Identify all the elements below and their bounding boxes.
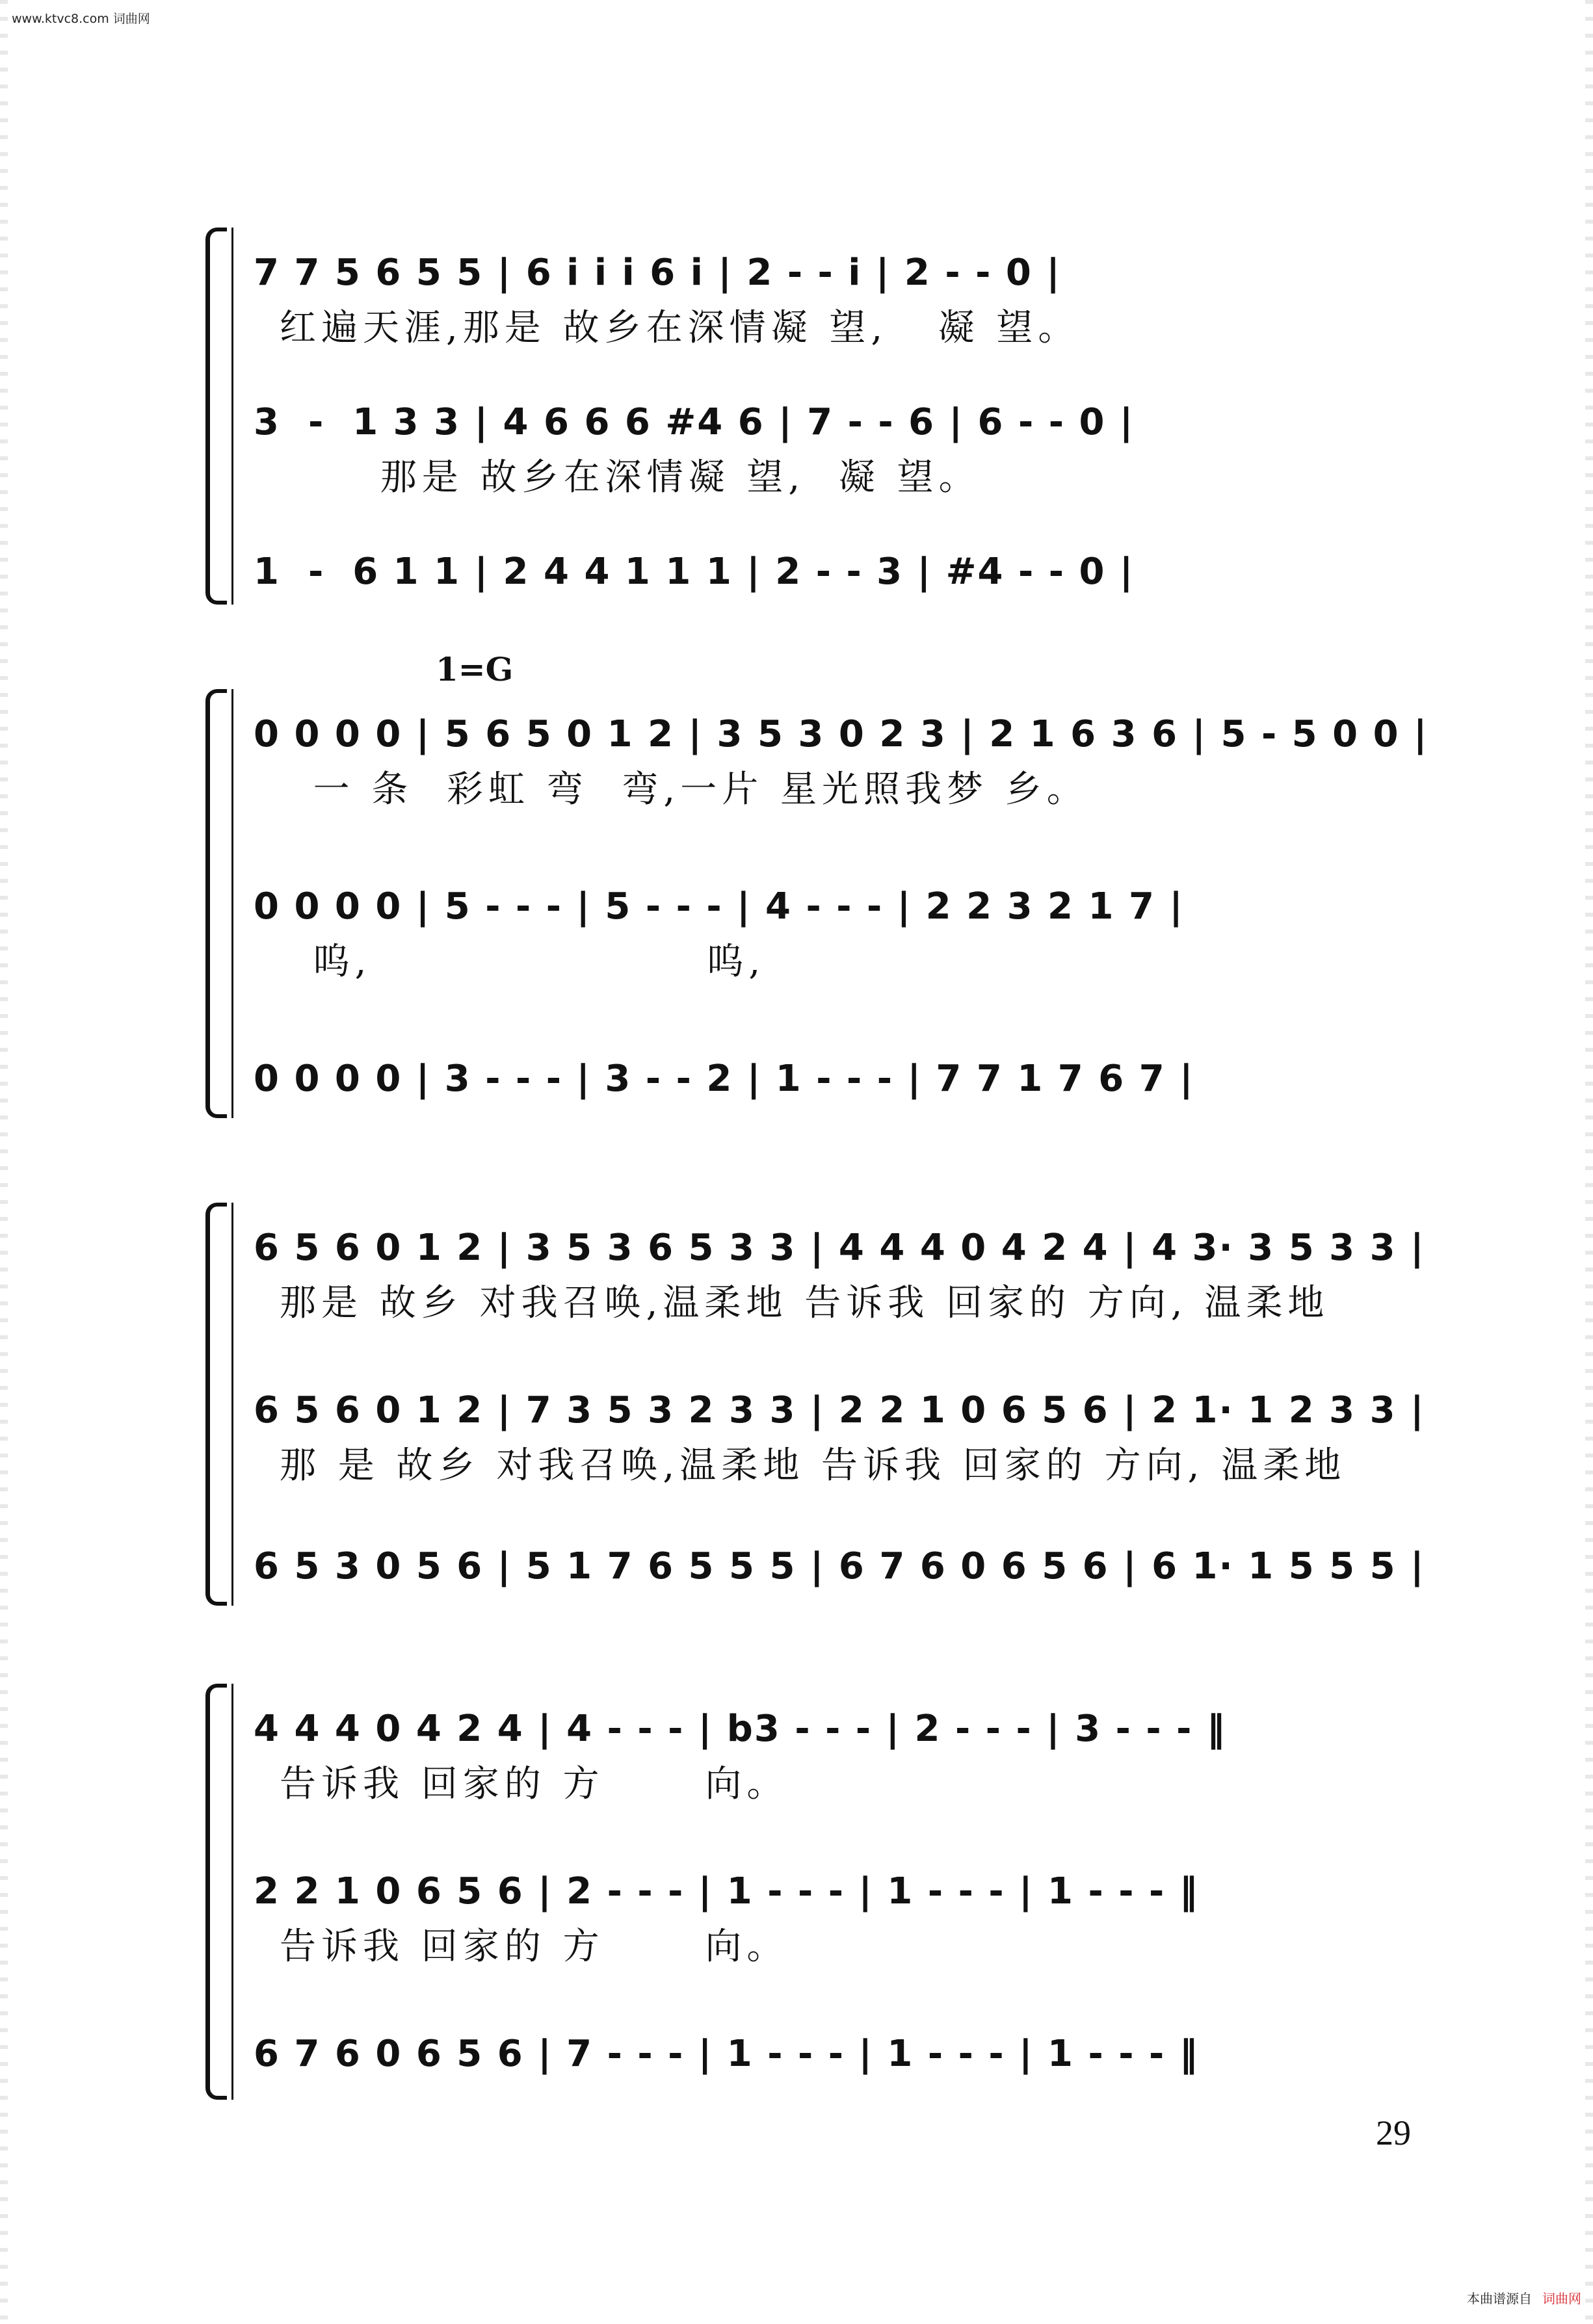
staff-row <box>254 874 1417 983</box>
notes-line: 6 5 6 0 1 2 | 3 5 3 6 5 3 3 | 4 4 4 0 4 2 4 | 4 3· 3 5 3 3 | <box>254 1227 1425 1269</box>
footer-watermark-brand: 词曲网 <box>1542 2291 1581 2306</box>
score-system-1 <box>215 228 1417 605</box>
lyrics-line: 呜, 呜, <box>280 941 766 983</box>
score-system-4 <box>215 1684 1417 2100</box>
staff-row <box>254 1697 1417 1805</box>
right-edge-decoration <box>1585 0 1593 2324</box>
staff-row <box>254 241 1417 349</box>
system-brace <box>205 1203 227 1606</box>
lyrics-line: 告诉我 回家的 方 向。 <box>280 1926 789 1968</box>
lyrics-line: 那是 故乡在深情凝 望, 凝 望。 <box>280 456 981 499</box>
page-number: 29 <box>1376 2113 1411 2152</box>
system-brace <box>205 228 227 605</box>
system-line <box>231 1203 233 1606</box>
staff-row <box>254 1047 1417 1112</box>
lyrics-line: 那是 故乡 对我召唤,温柔地 告诉我 回家的 方向, 温柔地 <box>280 1282 1330 1324</box>
notes-line: 0 0 0 0 | 3 - - - | 3 - - 2 | 1 - - - | 7 7 1 7 6 7 | <box>254 1058 1194 1100</box>
left-edge-decoration <box>0 0 8 2324</box>
header-watermark: www.ktvc8.com 词曲网 <box>12 12 150 26</box>
staff-row <box>254 390 1417 499</box>
staff-row <box>254 540 1417 605</box>
lyrics-line: 红遍天涯,那是 故乡在深情凝 望, 凝 望。 <box>280 307 1080 349</box>
notes-line: 3 - 1 3 3 | 4 6 6 6 #4 6 | 7 - - 6 | 6 - - 0 | <box>254 401 1135 443</box>
notes-line: 4 4 4 0 4 2 4 | 4 - - - | b3 - - - | 2 - - - | 3 - - - ‖ <box>254 1708 1226 1750</box>
lyrics-line: 一 条 彩虹 弯 弯,一片 星光照我梦 乡。 <box>280 768 1088 811</box>
system-line <box>231 1684 233 2100</box>
notes-line: 0 0 0 0 | 5 - - - | 5 - - - | 4 - - - | 2 2 3 2 1 7 | <box>254 885 1184 928</box>
score-system-2 <box>215 689 1428 1118</box>
notes-line: 6 7 6 0 6 5 6 | 7 - - - | 1 - - - | 1 - - - | 1 - - - ‖ <box>254 2033 1199 2075</box>
staff-row <box>254 1378 1425 1487</box>
staff-row <box>254 702 1428 811</box>
score-system-3 <box>215 1203 1425 1606</box>
key-signature: 1=G <box>436 650 514 688</box>
notes-line: 6 5 3 0 5 6 | 5 1 7 6 5 5 5 | 6 7 6 0 6 5 6 | 6 1· 1 5 5 5 | <box>254 1545 1425 1587</box>
notes-line: 0 0 0 0 | 5 6 5 0 1 2 | 3 5 3 0 2 3 | 2 1 6 3 6 | 5 - 5 0 0 | <box>254 713 1428 755</box>
notes-line: 6 5 6 0 1 2 | 7 3 5 3 2 3 3 | 2 2 1 0 6 5 6 | 2 1· 1 2 3 3 | <box>254 1389 1425 1431</box>
lyrics-line: 那 是 故乡 对我召唤,温柔地 告诉我 回家的 方向, 温柔地 <box>280 1444 1347 1487</box>
system-line <box>231 228 233 605</box>
system-line <box>231 689 233 1118</box>
notes-line: 1 - 6 1 1 | 2 4 4 1 1 1 | 2 - - 3 | #4 - - 0 | <box>254 551 1135 593</box>
footer-watermark-text: 本曲谱源自 <box>1467 2291 1532 2306</box>
system-brace <box>205 1684 227 2100</box>
notes-line: 2 2 1 0 6 5 6 | 2 - - - | 1 - - - | 1 - - - | 1 - - - ‖ <box>254 1870 1199 1913</box>
notes-line: 7 7 5 6 5 5 | 6 i i i 6 i | 2 - - i | 2 - - 0 | <box>254 252 1061 294</box>
staff-row <box>254 1216 1425 1324</box>
footer-watermark <box>1467 2288 1581 2307</box>
lyrics-line: 告诉我 回家的 方 向。 <box>280 1763 789 1805</box>
system-brace <box>205 689 227 1118</box>
staff-row <box>254 1859 1417 1968</box>
staff-row <box>254 2022 1417 2087</box>
staff-row <box>254 1534 1425 1599</box>
